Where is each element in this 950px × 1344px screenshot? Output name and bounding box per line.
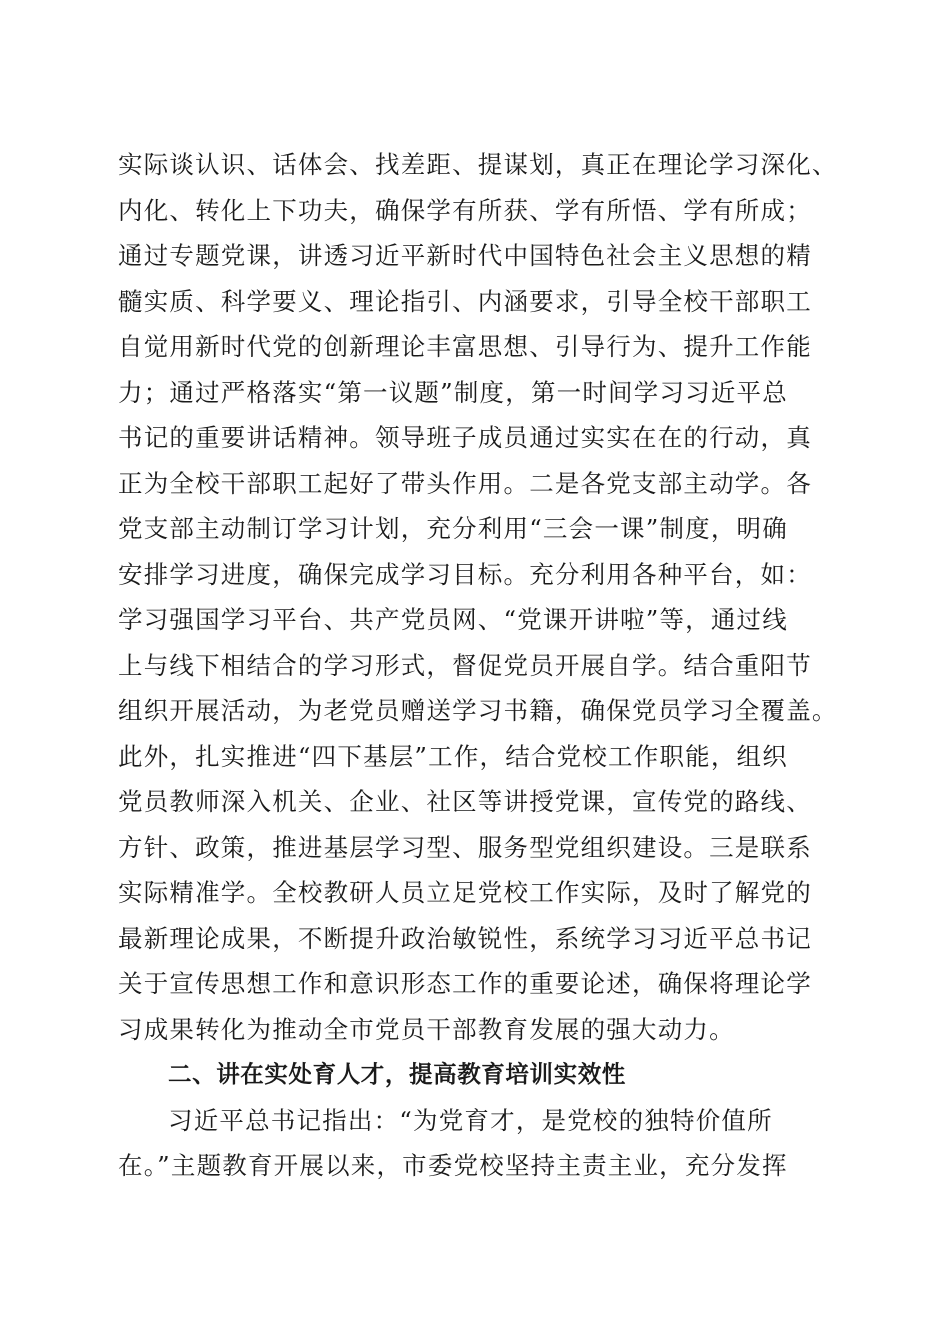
body-line: 实际精准学。全校教研人员立足党校工作实际，及时了解党的	[118, 878, 812, 907]
body-line: 安排学习进度，确保完成学习目标。充分利用各种平台，如：	[118, 559, 812, 589]
body-line: 方针、政策，推进基层学习型、服务型党组织建设。三是联系	[118, 832, 812, 862]
body-line: 党支部主动制订学习计划，充分利用“三会一课”制度，明确	[118, 514, 788, 543]
body-line: 关于宣传思想工作和意识形态工作的重要论述，确保将理论学	[118, 969, 812, 998]
section-heading: 二、讲在实处育人才，提高教育培训实效性	[168, 1060, 626, 1088]
paragraph-first-line: 习近平总书记指出：“为党育才，是党校的独特价值所	[168, 1105, 773, 1135]
body-line: 学习强国学习平台、共产党员网、“党课开讲啦”等，通过线	[118, 605, 788, 634]
body-line: 内化、转化上下功夫，确保学有所获、学有所悟、学有所成；	[118, 195, 812, 225]
body-line: 上与线下相结合的学习形式，督促党员开展自学。结合重阳节	[118, 650, 812, 680]
body-line: 正为全校干部职工起好了带头作用。二是各党支部主动学。各	[118, 468, 812, 498]
body-line: 组织开展活动，为老党员赠送学习书籍，确保党员学习全覆盖。	[118, 696, 838, 725]
body-line: 习成果转化为推动全市党员干部教育发展的强大动力。	[118, 1014, 735, 1044]
body-line: 力；通过严格落实“第一议题”制度，第一时间学习习近平总	[118, 377, 788, 407]
body-line: 实际谈认识、话体会、找差距、提谋划，真正在理论学习深化、	[118, 150, 838, 179]
body-line: 自觉用新时代党的创新理论丰富思想、引导行为、提升工作能	[118, 332, 812, 361]
document-body	[118, 142, 848, 1189]
body-line: 髓实质、科学要义、理论指引、内涵要求，引导全校干部职工	[118, 286, 812, 316]
body-line: 党员教师深入机关、企业、社区等讲授党课，宣传党的路线、	[118, 787, 812, 816]
body-line: 在。”主题教育开展以来，市委党校坚持主责主业，充分发挥	[118, 1151, 788, 1180]
body-line: 书记的重要讲话精神。领导班子成员通过实实在在的行动，真	[118, 423, 812, 452]
body-line: 最新理论成果，不断提升政治敏锐性，系统学习习近平总书记	[118, 923, 812, 953]
body-line: 通过专题党课，讲透习近平新时代中国特色社会主义思想的精	[118, 241, 812, 270]
body-line: 此外，扎实推进“四下基层”工作，结合党校工作职能，组织	[118, 741, 788, 771]
